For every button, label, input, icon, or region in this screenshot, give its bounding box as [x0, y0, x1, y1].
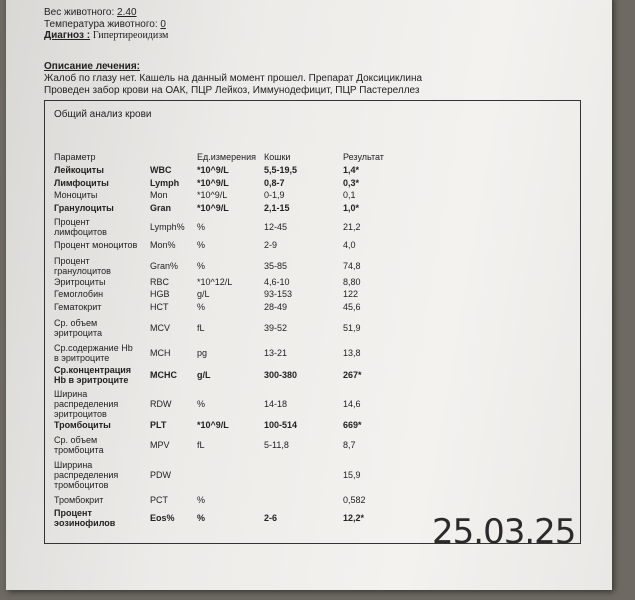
param-unit: *10^9/L — [197, 190, 228, 200]
param-unit: % — [197, 495, 206, 505]
param-name: эритроцита — [54, 328, 102, 338]
temperature-label: Температура животного: — [44, 19, 158, 30]
treatment-line-2: Проведен забор крови на ОАК, ПЦР Лейкоз, Иммунодефицит, ПЦР Пастереллез — [44, 85, 420, 96]
param-name: Ср.содержание Hb — [54, 343, 133, 353]
param-code: RDW — [150, 399, 172, 409]
param-name: Hb в эритроците — [54, 375, 129, 385]
blood-analysis-table — [44, 100, 581, 544]
param-name: тромбоцита — [54, 445, 104, 455]
param-reference: 93-153 — [264, 289, 293, 299]
param-name: Эритроциты — [54, 277, 106, 287]
param-code: Gran — [150, 203, 172, 213]
param-code: MCH — [150, 348, 171, 358]
param-reference: 2-9 — [264, 240, 278, 250]
param-unit: % — [197, 513, 206, 523]
param-code: WBC — [150, 165, 172, 175]
param-name: Лейкоциты — [54, 165, 104, 175]
param-result: 21,2 — [343, 222, 361, 232]
param-name: Тромбокрит — [54, 495, 104, 505]
diagnosis-label: Диагноз : — [44, 30, 91, 41]
param-reference: 35-85 — [264, 261, 288, 271]
param-result: 74,8 — [343, 261, 361, 271]
param-code: PCT — [150, 495, 168, 505]
param-code: Mon% — [150, 240, 176, 250]
param-name: гранулоцитов — [54, 266, 111, 276]
param-result: 4,0 — [343, 240, 356, 250]
param-name: тромбоцитов — [54, 480, 109, 490]
temperature-line — [44, 19, 166, 30]
param-name: Ширина — [54, 389, 88, 399]
param-unit: fL — [197, 323, 205, 333]
column-header-param: Параметр — [54, 152, 96, 162]
param-result: 45,6 — [343, 302, 361, 312]
weight-line — [44, 7, 137, 18]
stamp-date: 25.03.25 — [432, 512, 576, 552]
param-name: Процент моноцитов — [54, 240, 138, 250]
param-code: MPV — [150, 440, 170, 450]
treatment-line-1: Жалоб по глазу нет. Кашель на данный момент прошел. Препарат Доксициклина — [44, 73, 423, 84]
column-header-result: Результат — [343, 152, 384, 162]
param-unit: g/L — [197, 289, 210, 299]
param-unit: % — [197, 399, 206, 409]
param-unit: % — [197, 222, 206, 232]
param-name: эозинофилов — [54, 518, 116, 528]
param-name: Процент — [54, 508, 92, 518]
param-code: Lymph — [150, 178, 180, 188]
param-reference: 12-45 — [264, 222, 288, 232]
param-name: Ср. объем — [54, 318, 98, 328]
param-unit: *10^12/L — [197, 277, 233, 287]
param-result: 0,1 — [343, 190, 356, 200]
param-reference: 14-18 — [264, 399, 288, 409]
param-result: 15,9 — [343, 470, 361, 480]
treatment-title: Описание лечения: — [44, 61, 140, 72]
param-result: 12,2* — [343, 513, 365, 523]
param-code: MCV — [150, 323, 170, 333]
param-name: Тромбоциты — [54, 420, 111, 430]
param-reference: 300-380 — [264, 370, 298, 380]
param-result: 51,9 — [343, 323, 361, 333]
param-code: Eos% — [150, 513, 175, 523]
param-unit: g/L — [197, 370, 211, 380]
param-code: PLT — [150, 420, 167, 430]
param-result: 1,4* — [343, 165, 360, 175]
param-result: 0,3* — [343, 178, 360, 188]
param-name: Процент — [54, 217, 90, 227]
param-reference: 5-11,8 — [264, 440, 289, 450]
param-unit: % — [197, 240, 206, 250]
param-result: 669* — [343, 420, 362, 430]
param-reference: 4,6-10 — [264, 277, 290, 287]
param-name: эритроцитов — [54, 409, 107, 419]
param-name: Ср. объем — [54, 435, 98, 445]
param-name: Ср.концентрация — [54, 365, 132, 375]
param-name: распределения — [54, 399, 119, 409]
diagnosis-value: Гипертиреоидизм — [92, 30, 169, 41]
param-name: Гранулоциты — [54, 203, 114, 213]
param-reference: 5,5-19,5 — [264, 165, 298, 175]
param-code: HGB — [150, 289, 170, 299]
param-code: Lymph% — [150, 222, 185, 232]
param-name: Процент — [54, 256, 90, 266]
param-code: RBC — [150, 277, 170, 287]
param-reference: 100-514 — [264, 420, 298, 430]
param-name: Гемоглобин — [54, 289, 104, 299]
analysis-title: Общий анализ крови — [54, 109, 152, 120]
param-result: 13,8 — [343, 348, 361, 358]
param-unit: *10^9/L — [197, 203, 229, 213]
weight-label: Вес животного: — [44, 7, 115, 18]
weight-value: 2.40 — [117, 7, 137, 18]
param-name: распределения — [54, 470, 119, 480]
param-result: 0,582 — [343, 495, 366, 505]
param-reference: 13-21 — [264, 348, 288, 358]
param-result: 14,6 — [343, 399, 361, 409]
param-name: лимфоцитов — [54, 227, 107, 237]
param-name: в эритроците — [54, 353, 110, 363]
param-unit: % — [197, 261, 206, 271]
diagnosis-line — [44, 30, 168, 41]
document-page — [6, 0, 612, 590]
param-code: PDW — [150, 470, 171, 480]
param-unit: fL — [197, 440, 205, 450]
param-code: HCT — [150, 302, 169, 312]
param-result: 1,0* — [343, 203, 360, 213]
column-header-unit: Ед.измерения — [197, 152, 256, 162]
param-reference: 0-1,9 — [264, 190, 285, 200]
param-result: 267* — [343, 370, 362, 380]
column-header-ref: Кошки — [264, 152, 291, 162]
param-reference: 39-52 — [264, 323, 288, 333]
param-reference: 0,8-7 — [264, 178, 285, 188]
param-name: Гематокрит — [54, 302, 102, 312]
param-reference: 2-6 — [264, 513, 278, 523]
param-code: Gran% — [150, 261, 179, 271]
param-unit: *10^9/L — [197, 165, 229, 175]
param-name: Лимфоциты — [54, 178, 109, 188]
param-name: Моноциты — [54, 190, 98, 200]
param-result: 122 — [343, 289, 359, 299]
param-unit: pg — [197, 348, 208, 358]
param-unit: *10^9/L — [197, 420, 229, 430]
param-reference: 2,1-15 — [264, 203, 290, 213]
param-unit: % — [197, 302, 206, 312]
param-reference: 28-49 — [264, 302, 288, 312]
param-unit: *10^9/L — [197, 178, 229, 188]
param-result: 8,7 — [343, 440, 356, 450]
param-code: MCHC — [150, 370, 177, 380]
temperature-value: 0 — [160, 19, 166, 30]
param-code: Mon — [150, 190, 168, 200]
param-name: Ширрина — [54, 460, 93, 470]
param-result: 8,80 — [343, 277, 361, 287]
